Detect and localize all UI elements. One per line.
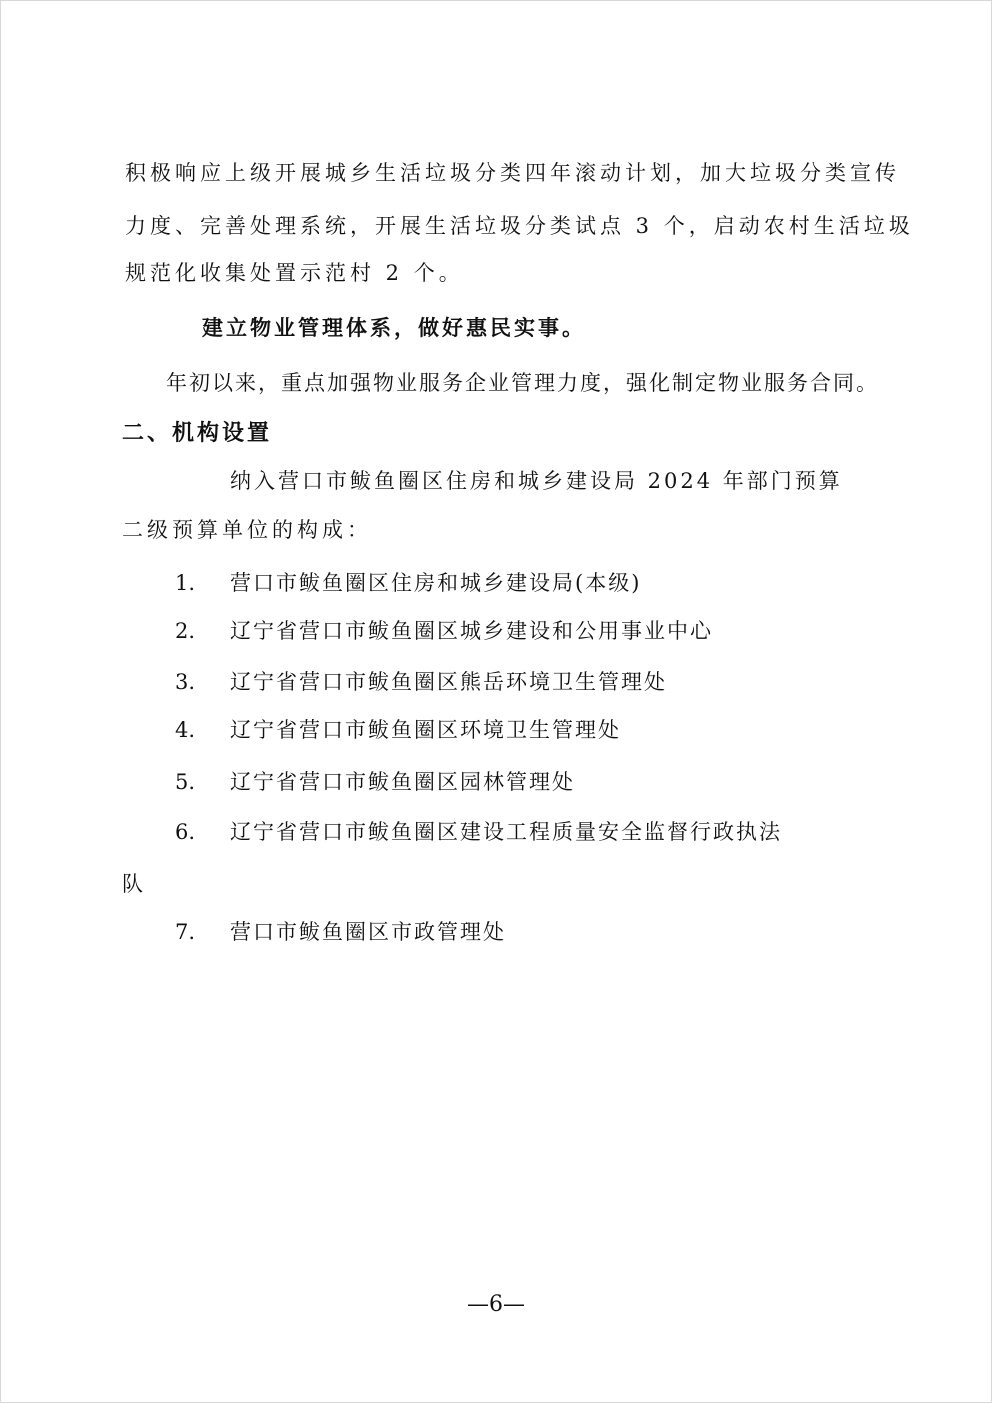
list-item-number: 2. xyxy=(175,619,196,643)
list-item: 辽宁省营口市鲅鱼圈区环境卫生管理处 xyxy=(230,718,621,742)
list-item: 辽宁省营口市鲅鱼圈区园林管理处 xyxy=(230,770,575,794)
list-item-number: 5. xyxy=(175,770,196,794)
section-intro-line: 纳入营口市鲅鱼圈区住房和城乡建设局 2024 年部门预算 xyxy=(230,469,843,493)
list-item-number: 4. xyxy=(175,718,196,742)
section-title: 二、机构设置 xyxy=(122,421,273,446)
list-item-number: 6. xyxy=(175,820,196,844)
list-item-number: 7. xyxy=(175,920,196,944)
list-item: 辽宁省营口市鲅鱼圈区城乡建设和公用事业中心 xyxy=(230,619,713,643)
subheading: 建立物业管理体系，做好惠民实事。 xyxy=(202,316,586,340)
list-item: 营口市鲅鱼圈区住房和城乡建设局(本级) xyxy=(230,571,642,595)
list-item: 营口市鲅鱼圈区市政管理处 xyxy=(230,920,506,944)
page-number: —6— xyxy=(467,1292,525,1317)
list-item-number: 3. xyxy=(175,670,196,694)
list-item: 辽宁省营口市鲅鱼圈区建设工程质量安全监督行政执法 xyxy=(230,820,782,844)
paragraph-line: 年初以来，重点加强物业服务企业管理力度，强化制定物业服务合同。 xyxy=(166,371,879,395)
list-item-continuation: 队 xyxy=(122,872,147,896)
list-item-number: 1. xyxy=(175,571,196,595)
paragraph-line: 积极响应上级开展城乡生活垃圾分类四年滚动计划，加大垃圾分类宣传 xyxy=(125,161,900,185)
paragraph-line: 规范化收集处置示范村 2 个。 xyxy=(125,261,464,285)
paragraph-line: 力度、完善处理系统，开展生活垃圾分类试点 3 个，启动农村生活垃圾 xyxy=(125,214,914,238)
list-item: 辽宁省营口市鲅鱼圈区熊岳环境卫生管理处 xyxy=(230,670,667,694)
section-intro-line: 二级预算单位的构成： xyxy=(122,518,372,542)
